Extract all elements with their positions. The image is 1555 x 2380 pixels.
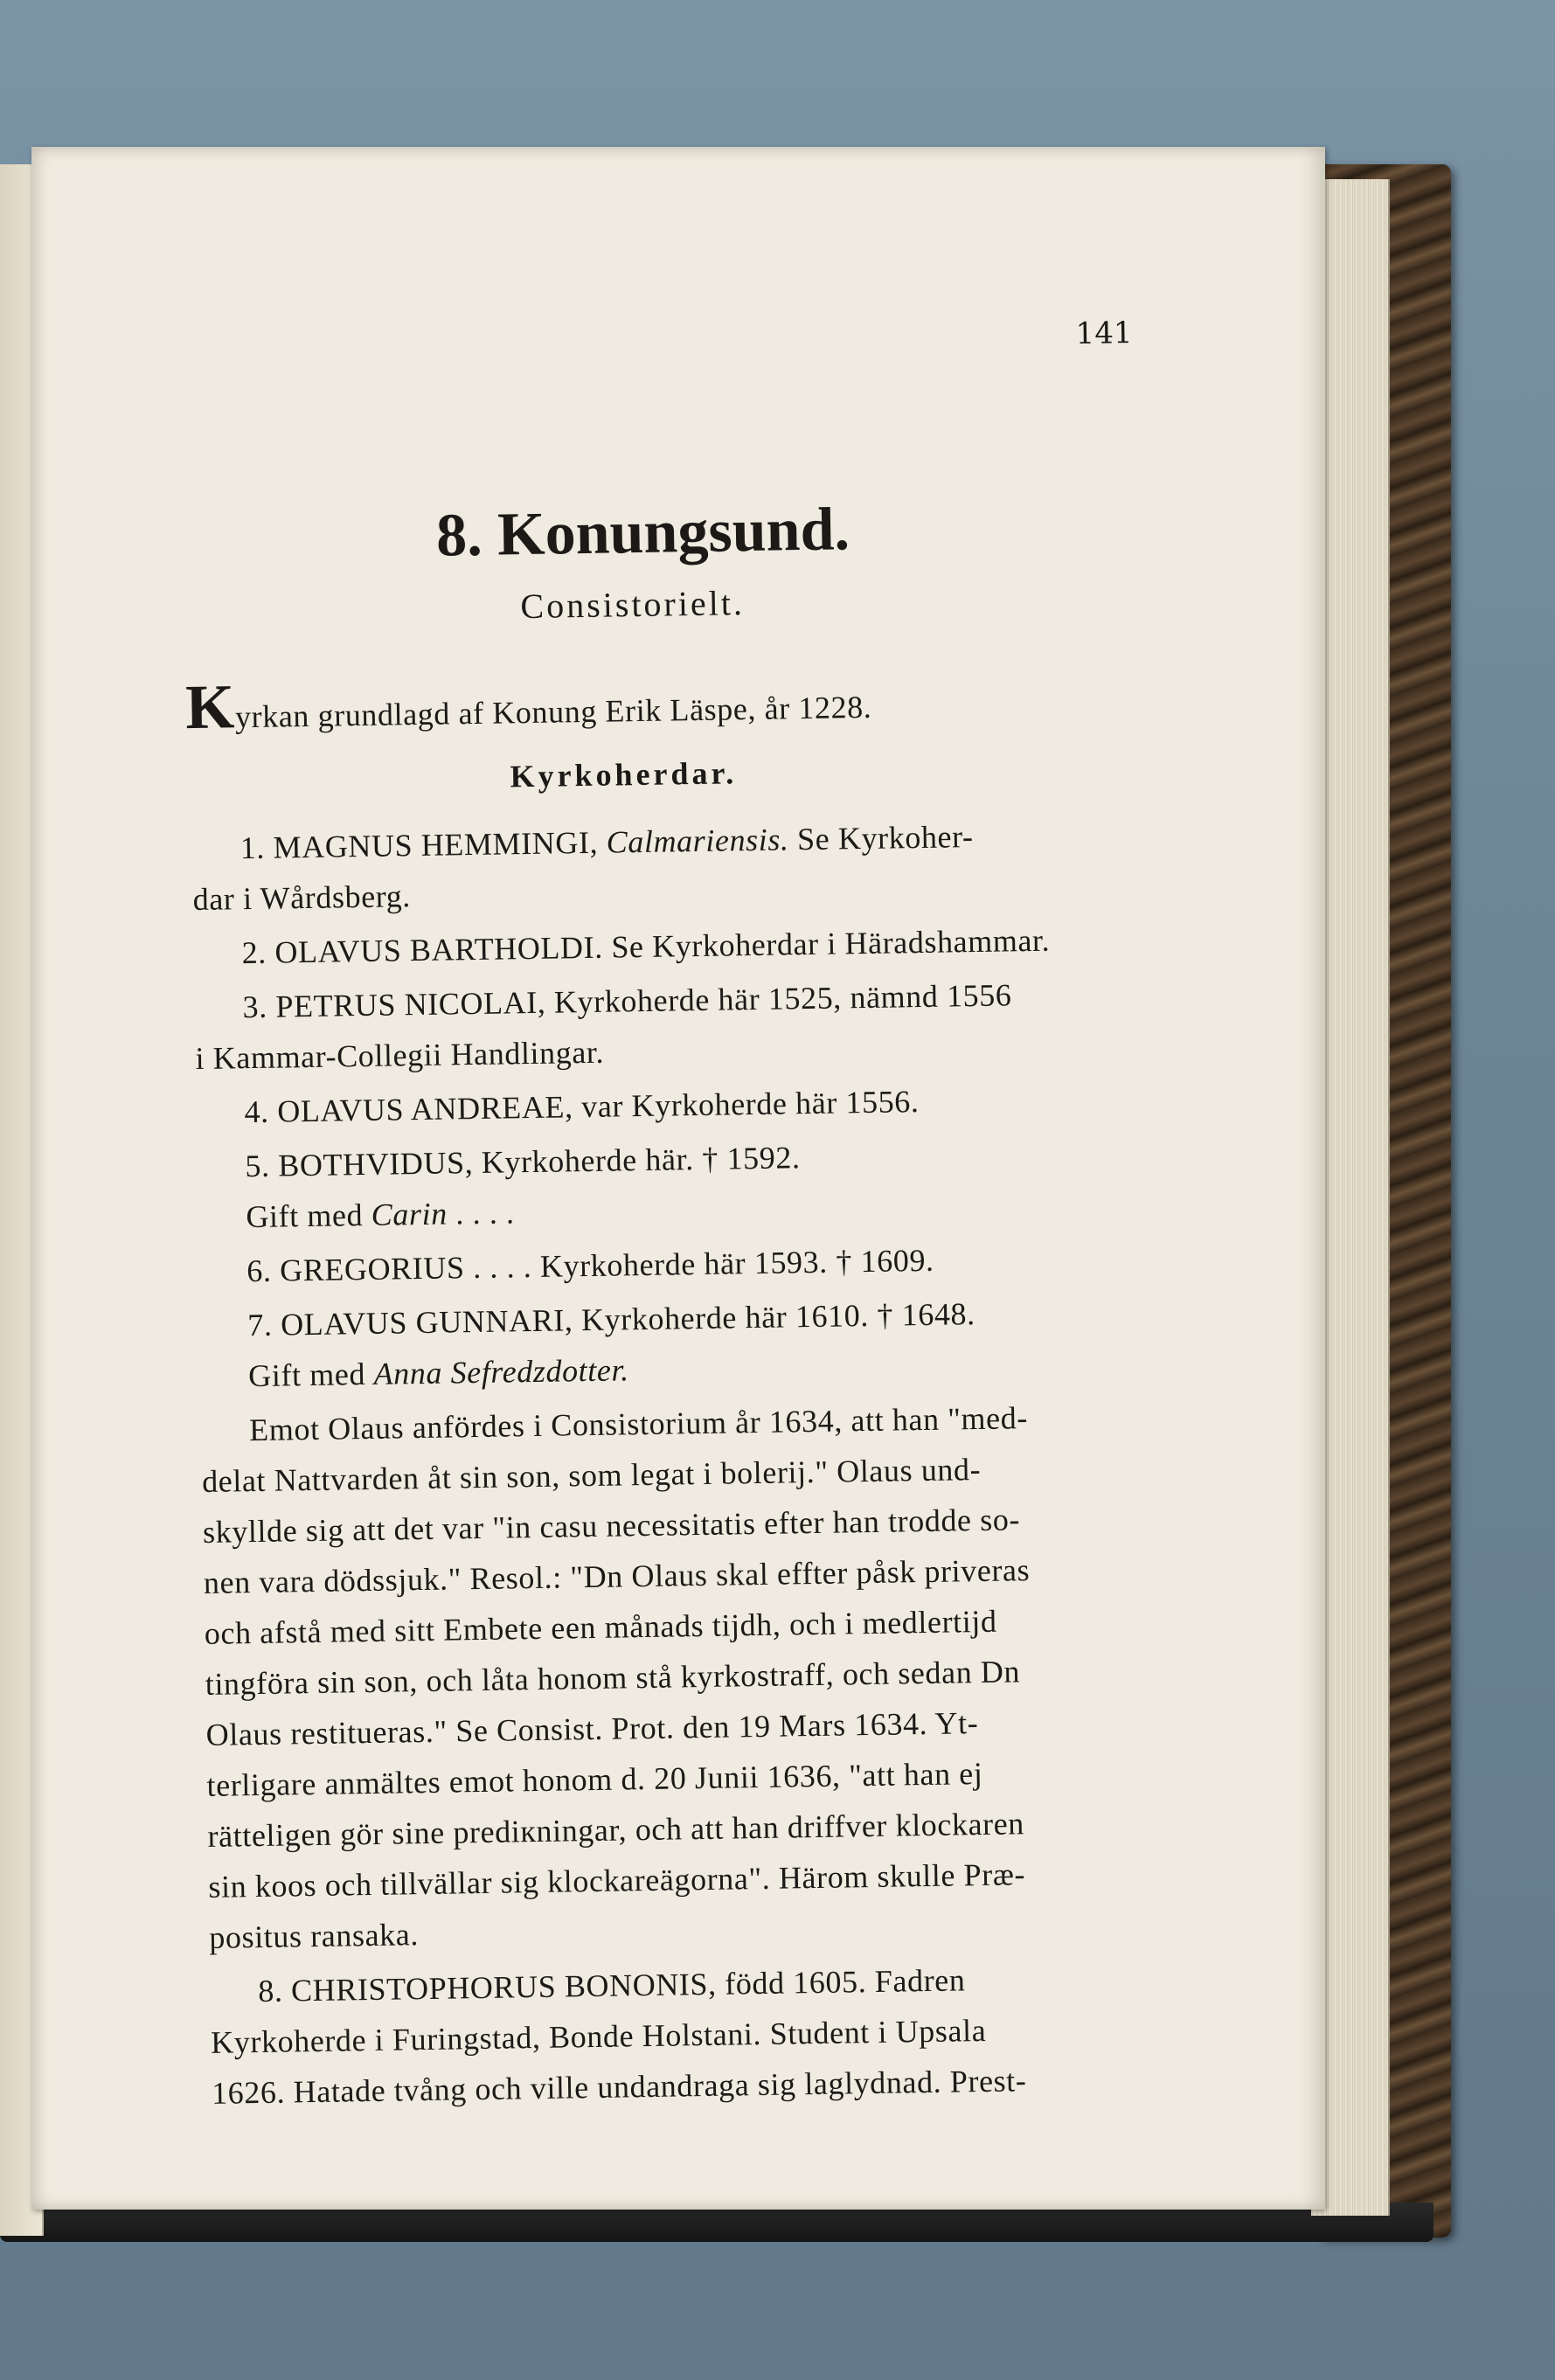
text-span: skyllde sig att det var "in casu necessitatis efter han trodde so- [202, 1502, 1021, 1550]
text-span: Se Kyrkoher- [788, 819, 974, 857]
text-span: dar i Wårdsberg. [192, 878, 412, 918]
text-line [241, 922, 1050, 973]
text-span: 1. MAGNUS HEMMINGI, [239, 824, 607, 866]
text-span: och afstå med sitt Embete een månads tijdh, och i medlertijd [204, 1603, 997, 1651]
text-line [202, 1451, 982, 1501]
page-number: 141 [1075, 316, 1133, 352]
text-line [205, 1603, 997, 1653]
text-span: 2. OLAVUS BARTHOLDI. Se Kyrkoherdar i Häradshammar. [241, 922, 1051, 971]
text-line [245, 1139, 801, 1185]
text-span: 3. PETRUS NICOLAI, Kyrkoherde här 1525, nämnd 1556 [242, 977, 1012, 1025]
text-line [239, 818, 973, 867]
text-span: 8. CHRISTOPHORUS BONONIS, född 1605. Fadren [257, 1962, 966, 2009]
text-line [203, 1501, 1021, 1551]
text-line [248, 1351, 629, 1395]
text-span: Olaus restitueras." Se Consist. Prot. den 19 Mars 1634. Yt- [205, 1705, 979, 1752]
text-span: rätteligen gör sine prediкningar, och att han driffver klockaren [207, 1806, 1025, 1854]
text-line [204, 1551, 1031, 1602]
text-line [192, 878, 411, 919]
text-line [195, 1034, 604, 1079]
text-line [206, 1755, 982, 1805]
text-line [211, 2012, 987, 2062]
text-span: positus ransaka. [209, 1917, 420, 1955]
book-page [31, 147, 1325, 2210]
text-line [246, 1194, 515, 1236]
text-span: delat Nattvarden åt sin son, som legat i bolerij." Olaus und- [201, 1451, 982, 1499]
text-span: 6. GREGORIUS . . . . Kyrkoherde här 1593. † 1609. [246, 1242, 934, 1289]
italic-text: Anna Sefredzdotter. [373, 1352, 629, 1391]
text-span: i Kammar-Collegii Handlingar. [195, 1034, 605, 1077]
text-span: Kyrkoherde i Furingstad, Bonde Holstani. Student i Upsala [210, 2012, 987, 2060]
text-line [246, 1242, 934, 1291]
text-span: 1626. Hatade tvång och ville undandraga sig laglydnad. Prest- [211, 2063, 1027, 2111]
list-heading: Kyrkoherdar. [510, 755, 738, 794]
italic-text: Carin [371, 1196, 448, 1232]
text-span: Gift med [247, 1356, 374, 1394]
text-line [205, 1704, 978, 1754]
intro-line [184, 665, 872, 743]
text-line [247, 1295, 975, 1344]
text-line [244, 1083, 920, 1131]
section-subtitle: Consistorielt. [520, 583, 746, 627]
text-line [258, 1961, 966, 2010]
text-span: 4. OLAVUS ANDREAE, var Kyrkoherde här 1556. [244, 1084, 920, 1130]
text-span: 7. OLAVUS GUNNARI, Kyrkoherde här 1610. † 1648. [247, 1296, 975, 1343]
text-span: . . . . [447, 1195, 515, 1232]
text-span: Emot Olaus anfördes i Consistorium år 1634, att han "med- [248, 1400, 1029, 1448]
italic-text: Calmariensis. [606, 822, 789, 860]
text-span: 5. BOTHVIDUS, Kyrkoherde här. † 1592. [245, 1140, 801, 1184]
text-span: Gift med [246, 1197, 372, 1235]
text-line [208, 1856, 1025, 1906]
text-span: tingföra sin son, och låta honom stå kyrkostraff, och sedan Dn [205, 1654, 1021, 1702]
chapter-title: 8. Konungsund. [435, 496, 850, 570]
text-line [207, 1805, 1024, 1856]
text-line [249, 1399, 1028, 1449]
text-line [205, 1653, 1020, 1703]
text-span: terligare anmältes emot honom d. 20 Junii 1636, "att han ej [206, 1755, 983, 1803]
drop-cap: K [184, 671, 236, 743]
intro-text: yrkan grundlagd af Konung Erik Läspe, år 1228. [234, 689, 872, 735]
text-span: sin koos och tillvällar sig klockareägorna". Härom skulle Præ- [208, 1856, 1026, 1905]
text-line [242, 976, 1011, 1026]
text-line [209, 1916, 419, 1957]
text-line [212, 2062, 1027, 2113]
text-span: nen vara dödssjuk." Resol.: "Dn Olaus skal effter påsk priveras [203, 1552, 1031, 1600]
